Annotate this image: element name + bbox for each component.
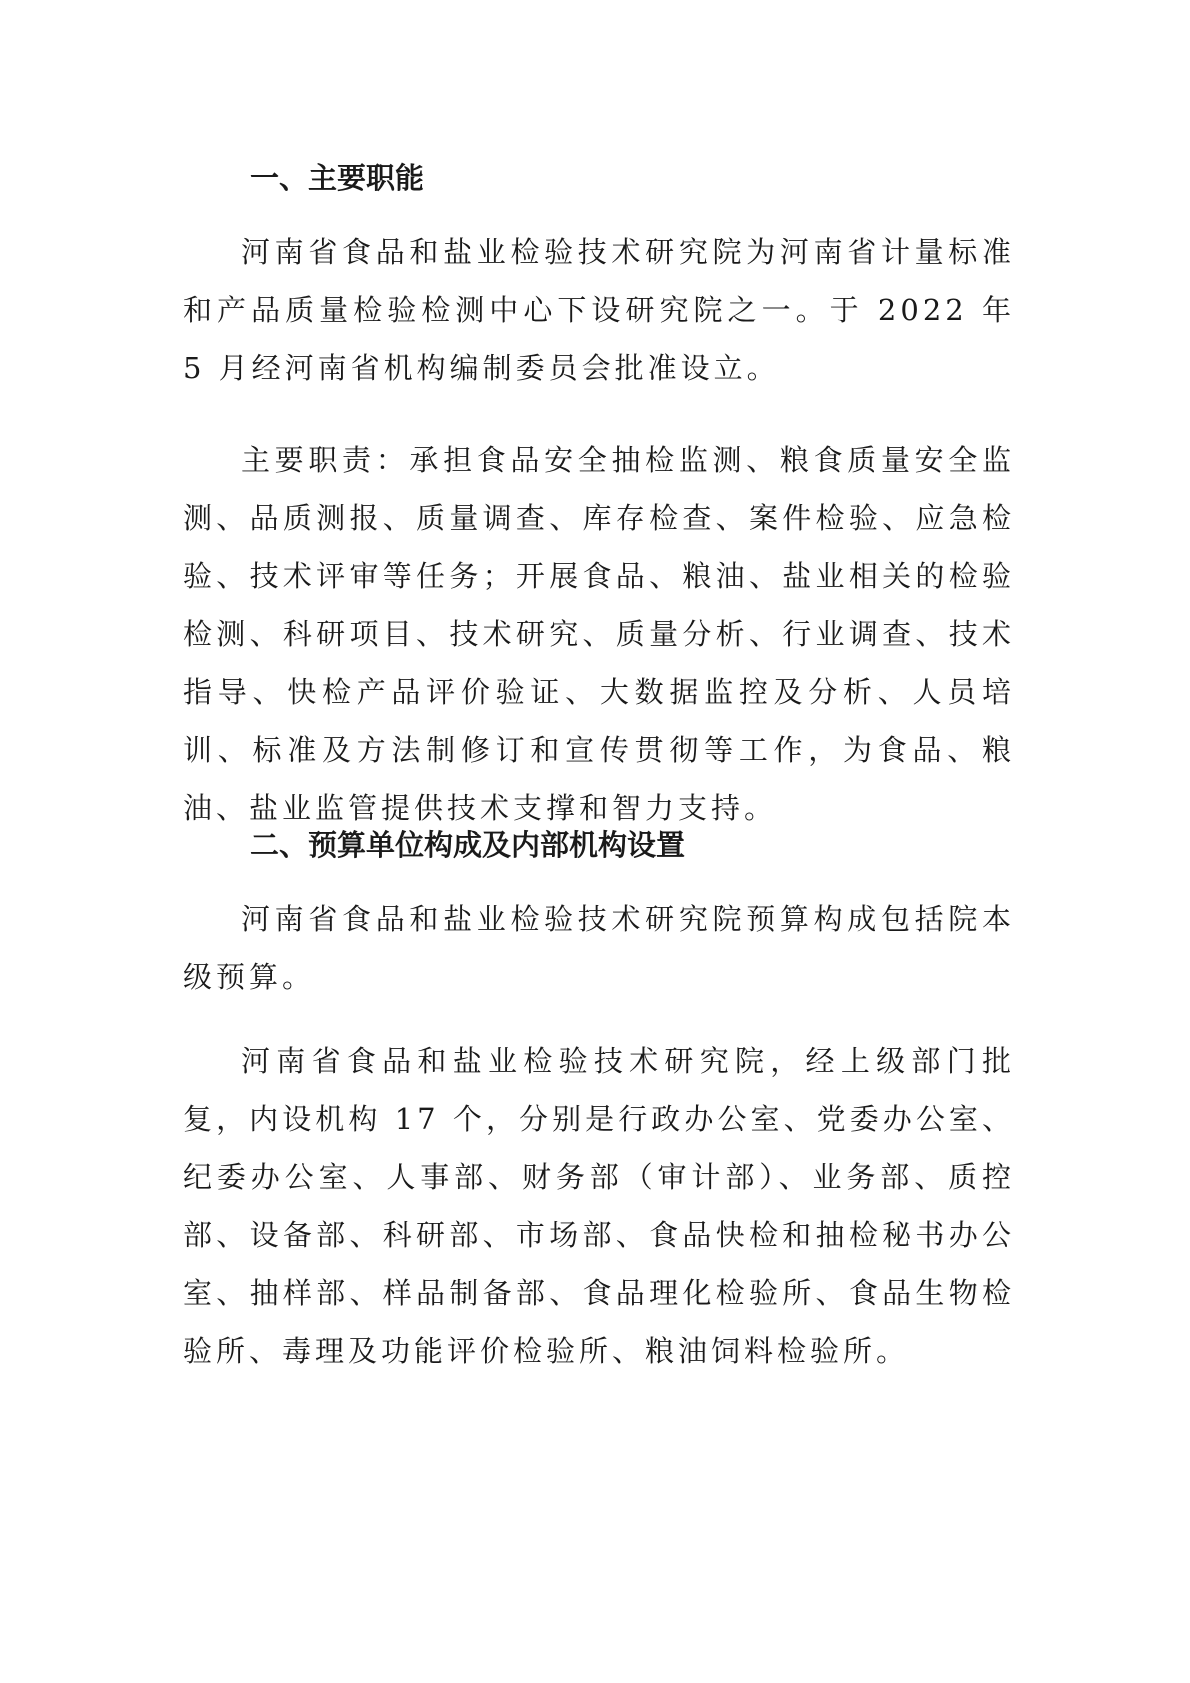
paragraph-budget-composition: 河南省食品和盐业检验技术研究院预算构成包括院本级预算。 <box>183 902 1015 994</box>
paragraph-institute-intro: 河南省食品和盐业检验技术研究院为河南省计量标准和产品质量检验检测中心下设研究院之一。于 2022 年 5 月经河南省机构编制委员会批准设立。 <box>183 235 1015 385</box>
section-heading-main-functions: 一、主要职能 <box>250 161 425 195</box>
paragraph-main-duties: 主要职责：承担食品安全抽检监测、粮食质量安全监测、品质测报、质量调查、库存检查、案件检验、应急检验、技术评审等任务；开展食品、粮油、盐业相关的检验检测、科研项目、技术研究、质量分析、行业调查、技术指导、快检产品评价验证、大数据监控及分析、人员培训、标准及方法制修订和宣传贯彻等工作，为食品、粮油、盐业监管提供技术支撑和智力支持。 <box>183 443 1015 825</box>
paragraph-internal-departments: 河南省食品和盐业检验技术研究院，经上级部门批复，内设机构 17 个，分别是行政办公室、党委办公室、纪委办公室、人事部、财务部（审计部）、业务部、质控部、设备部、科研部、市场部、食品快检和抽检秘书办公室、抽样部、样品制备部、食品理化检验所、食品生物检验所、毒理及功能评价检验所、粮油饲料检验所。 <box>183 1044 1015 1368</box>
section-heading-budget-structure: 二、预算单位构成及内部机构设置 <box>250 828 686 862</box>
